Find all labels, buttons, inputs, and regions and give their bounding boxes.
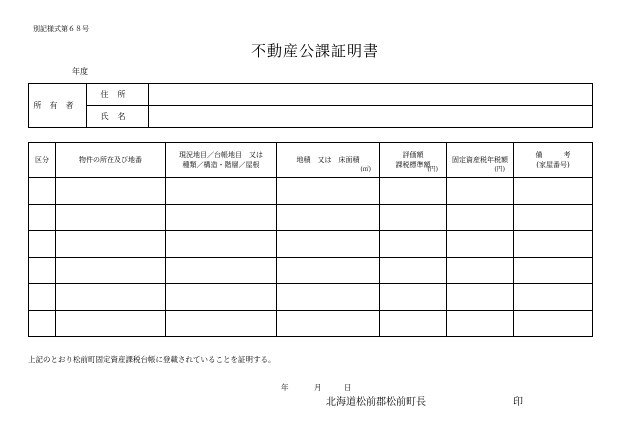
table-cell[interactable] <box>166 231 277 258</box>
form-number: 別記様式第６８号 <box>33 25 89 33</box>
header-district: 区分 <box>29 143 56 178</box>
table-cell[interactable] <box>56 310 166 337</box>
table-cell[interactable] <box>166 178 277 205</box>
table-cell[interactable] <box>380 204 447 231</box>
table-cell[interactable] <box>380 178 447 205</box>
address-field[interactable] <box>149 84 593 106</box>
table-cell[interactable] <box>29 204 56 231</box>
document-title: 不動産公課証明書 <box>250 42 379 60</box>
seal-mark: 印 <box>513 397 523 408</box>
address-label: 住所 <box>87 84 149 106</box>
header-area: 地積 又は 床面積 (㎡) <box>277 143 380 178</box>
table-cell[interactable] <box>514 257 593 284</box>
table-cell[interactable] <box>166 284 277 311</box>
table-cell[interactable] <box>447 178 514 205</box>
valuation-unit: (円) <box>427 166 438 173</box>
table-cell[interactable] <box>514 231 593 258</box>
date-year-label: 年 <box>281 383 289 392</box>
name-field[interactable] <box>149 106 593 128</box>
table-cell[interactable] <box>447 231 514 258</box>
area-unit: (㎡) <box>360 166 371 173</box>
table-cell[interactable] <box>277 257 380 284</box>
header-valuation: 評価額 課税標準額 (円) <box>380 143 447 178</box>
table-cell[interactable] <box>277 284 380 311</box>
name-label: 氏名 <box>87 106 149 128</box>
table-cell[interactable] <box>277 310 380 337</box>
table-row <box>29 231 593 258</box>
header-location: 物件の所在及び地番 <box>56 143 166 178</box>
fiscal-year-label: 年度 <box>72 67 88 76</box>
table-row <box>29 204 593 231</box>
property-table <box>28 142 593 337</box>
table-header-row <box>29 143 593 178</box>
table-cell[interactable] <box>29 257 56 284</box>
table-cell[interactable] <box>447 284 514 311</box>
certification-text: 上記のとおり松前町固定資産課税台帳に登載されていることを証明する。 <box>28 355 276 364</box>
table-cell[interactable] <box>277 231 380 258</box>
table-row <box>29 310 593 337</box>
table-cell[interactable] <box>514 310 593 337</box>
table-cell[interactable] <box>29 284 56 311</box>
table-cell[interactable] <box>380 284 447 311</box>
table-cell[interactable] <box>380 310 447 337</box>
table-cell[interactable] <box>447 310 514 337</box>
date-day-label: 日 <box>344 383 352 392</box>
table-cell[interactable] <box>277 178 380 205</box>
table-cell[interactable] <box>56 204 166 231</box>
table-cell[interactable] <box>29 178 56 205</box>
owner-label: 所有者 <box>29 84 87 128</box>
table-row <box>29 284 593 311</box>
date-month-label: 月 <box>314 383 322 392</box>
table-row <box>29 178 593 205</box>
issuer-name: 北海道松前郡松前町長 <box>326 397 426 408</box>
table-cell[interactable] <box>514 178 593 205</box>
table-cell[interactable] <box>166 310 277 337</box>
table-cell[interactable] <box>447 204 514 231</box>
table-cell[interactable] <box>56 257 166 284</box>
owner-table <box>28 83 593 128</box>
table-cell[interactable] <box>56 231 166 258</box>
table-cell[interactable] <box>514 284 593 311</box>
table-cell[interactable] <box>380 257 447 284</box>
table-row <box>29 257 593 284</box>
table-cell[interactable] <box>166 204 277 231</box>
table-cell[interactable] <box>166 257 277 284</box>
header-land-type: 現況地目／台帳地目 又は 種類／構造・階層／屋根 <box>166 143 277 178</box>
table-cell[interactable] <box>56 284 166 311</box>
header-remarks: 備 考 (家屋番号) <box>514 143 593 178</box>
table-cell[interactable] <box>514 204 593 231</box>
table-cell[interactable] <box>447 257 514 284</box>
tax-unit: (円) <box>494 166 505 173</box>
table-cell[interactable] <box>29 310 56 337</box>
table-cell[interactable] <box>29 231 56 258</box>
table-cell[interactable] <box>380 231 447 258</box>
header-tax: 固定資産税年税額 (円) <box>447 143 514 178</box>
table-cell[interactable] <box>56 178 166 205</box>
table-cell[interactable] <box>277 204 380 231</box>
